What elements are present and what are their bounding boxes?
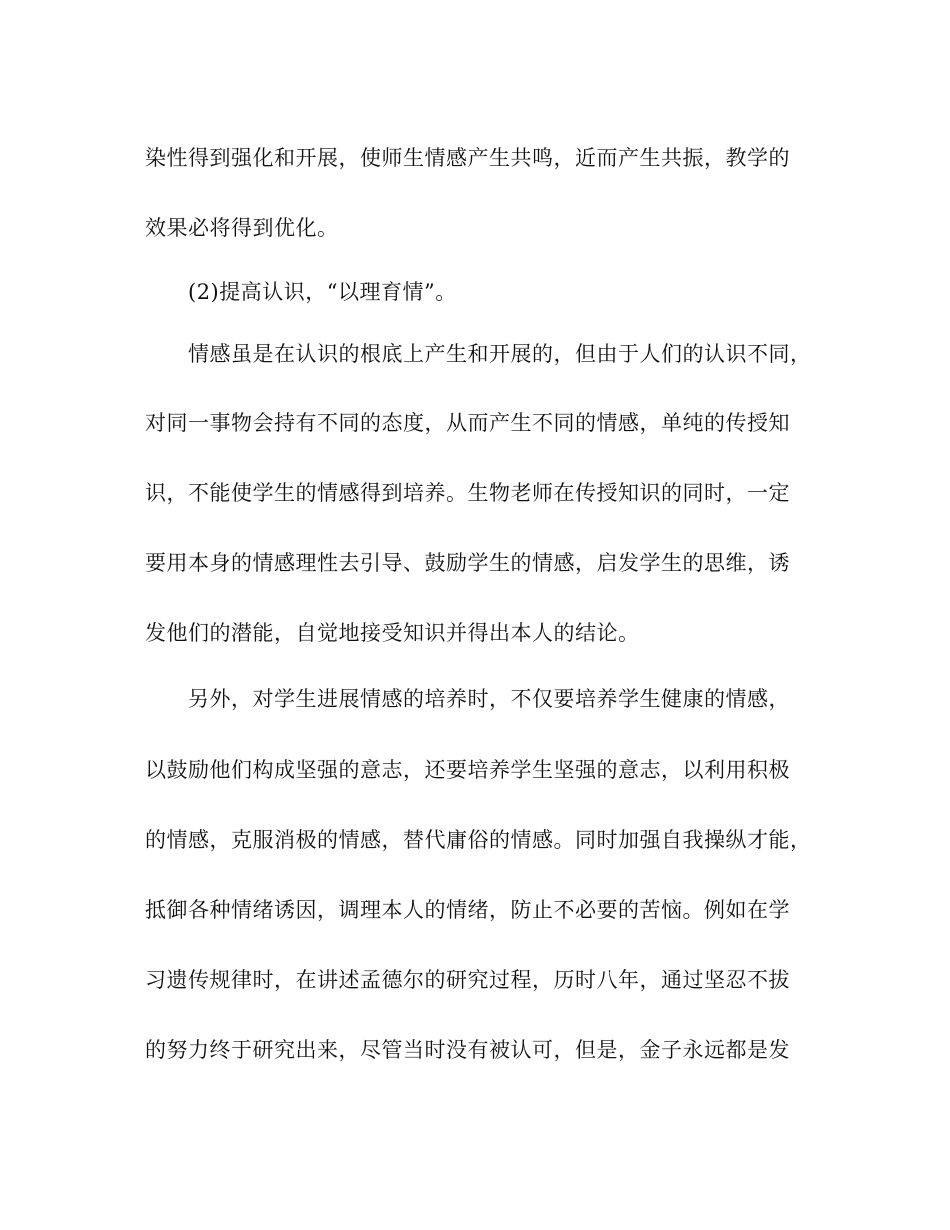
- text-line: 习遗传规律时，在讲述孟德尔的研究过程，历时八年，通过坚忍不拔: [145, 968, 790, 992]
- text-line: 的情感，克服消极的情感，替代庸俗的情感。同时加强自我操纵才能，: [145, 828, 812, 852]
- text-line: 发他们的潜能，自觉地接受知识并得出本人的结论。: [145, 621, 640, 645]
- section-heading: (2)提高认识，“以理育情”。: [188, 280, 457, 304]
- text-line: 识，不能使学生的情感得到培养。生物老师在传授知识的同时，一定: [145, 481, 790, 505]
- text-line: 染性得到强化和开展，使师生情感产生共鸣，近而产生共振，教学的: [145, 146, 790, 170]
- text-line: 要用本身的情感理性去引导、鼓励学生的情感，启发学生的思维，诱: [145, 551, 790, 575]
- text-line: 的努力终于研究出来，尽管当时没有被认可，但是，金子永远都是发: [145, 1038, 790, 1062]
- text-line: 情感虽是在认识的根底上产生和开展的，但由于人们的认识不同，: [188, 342, 812, 366]
- text-line: 另外，对学生进展情感的培养时，不仅要培养学生健康的情感，: [188, 687, 790, 711]
- text-line: 效果必将得到优化。: [145, 216, 339, 240]
- text-line: 以鼓励他们构成坚强的意志，还要培养学生坚强的意志，以利用积极: [145, 758, 790, 782]
- text-line: 对同一事物会持有不同的态度，从而产生不同的情感，单纯的传授知: [145, 411, 790, 435]
- text-line: 抵御各种情绪诱因，调理本人的情绪，防止不必要的苦恼。例如在学: [145, 898, 790, 922]
